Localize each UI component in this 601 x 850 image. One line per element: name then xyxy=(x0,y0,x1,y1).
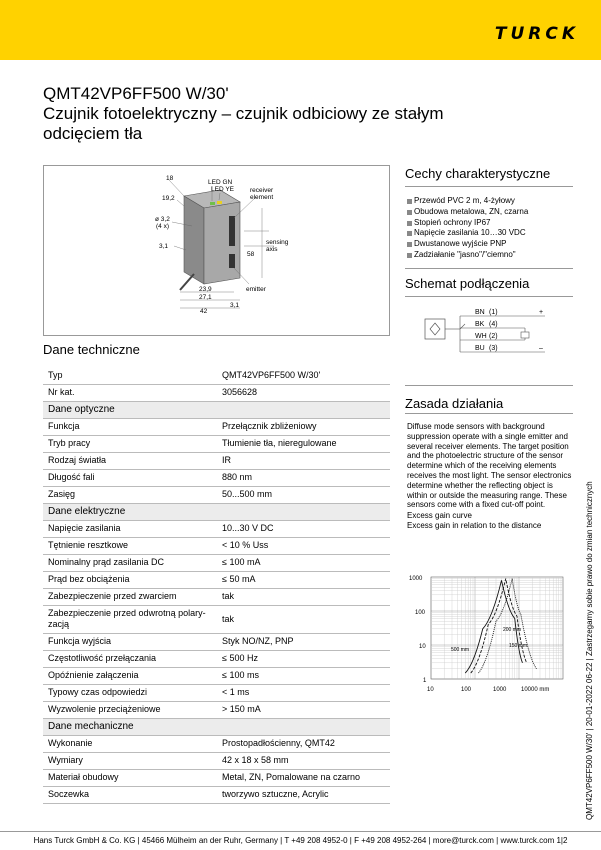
spec-label: Częstotliwość przełączania xyxy=(43,650,217,667)
spec-category-row xyxy=(43,718,390,735)
title-line-3: odcięciem tła xyxy=(43,124,143,143)
dim-18: 18 xyxy=(166,175,174,182)
spec-row xyxy=(43,786,390,803)
spec-value: Przełącznik zbliżeniowy xyxy=(217,418,390,435)
spec-category-label: Dane mechaniczne xyxy=(43,718,390,735)
wire-wh: WH xyxy=(475,333,487,340)
spec-row xyxy=(43,418,390,435)
label-receiver: receiver xyxy=(250,187,274,194)
spec-category-row xyxy=(43,401,390,418)
zasada-heading: Zasada działania xyxy=(405,396,504,411)
spec-label: Tryb pracy xyxy=(43,435,217,452)
wire-wh-num: (2) xyxy=(489,333,498,340)
spec-category-row xyxy=(43,503,390,520)
spec-label: Funkcja wyjścia xyxy=(43,633,217,650)
spec-label: Soczewka xyxy=(43,786,217,803)
zasada-description: Diffuse mode sensors with background suppression operate with a single emitter and several receiver elements. The target position and the photoelectric structure of the sensor determine which of the receiving elements receives the most light. The sensor electronics determine whether the reflecting object is within or outside the measuring range. These sensors come with a fixed cut-off point. xyxy=(407,422,572,510)
spec-value: Styk NO/NZ, PNP xyxy=(217,633,390,650)
spec-label: Wykonanie xyxy=(43,735,217,752)
divider xyxy=(405,413,573,414)
led-green xyxy=(210,202,215,205)
chart-frame xyxy=(431,577,563,679)
spec-row xyxy=(43,667,390,684)
feature-item: Obudowa metalowa, ZN, czarna xyxy=(407,207,528,218)
series-line-500mm xyxy=(478,579,536,673)
minus-sign: – xyxy=(539,345,543,352)
feature-item: Zadziałanie "jasno"/"ciemno" xyxy=(407,250,528,261)
annotation-150mm: 150 mm xyxy=(509,643,528,649)
spec-label: Materiał obudowy xyxy=(43,769,217,786)
spec-row xyxy=(43,684,390,701)
spec-value: < 1 ms xyxy=(217,684,390,701)
spec-value: 42 x 18 x 58 mm xyxy=(217,752,390,769)
x-tick-10: 10 xyxy=(427,687,434,693)
dim-19-2: 19,2 xyxy=(162,195,175,202)
cable xyxy=(180,274,194,290)
spec-row xyxy=(43,486,390,503)
product-title xyxy=(43,84,563,144)
dim-3-1b: 3,1 xyxy=(230,302,240,309)
spec-label: Nr kat. xyxy=(43,384,217,401)
spec-row xyxy=(43,435,390,452)
spec-row xyxy=(43,701,390,718)
spec-row xyxy=(43,735,390,752)
wire-bu-num: (3) xyxy=(489,345,498,352)
wire-bu: BU xyxy=(475,345,485,352)
spec-row xyxy=(43,633,390,650)
dim-phi: ø 3,2 xyxy=(155,216,170,223)
annotation-200mm: 200 mm xyxy=(503,627,522,633)
title-line-2: Czujnik fotoelektryczny – czujnik odbiciowy ze stałym xyxy=(43,104,444,123)
spec-value: 10...30 V DC xyxy=(217,520,390,537)
spec-value: ≤ 500 Hz xyxy=(217,650,390,667)
y-tick-1000: 1000 xyxy=(409,576,423,582)
spec-row xyxy=(43,605,390,633)
turck-logo: TURCK xyxy=(494,24,579,44)
excess-gain-distance-label: Excess gain in relation to the distance xyxy=(407,521,542,530)
y-tick-100: 100 xyxy=(415,610,426,616)
spec-value: Metal, ZN, Pomalowane na czarno xyxy=(217,769,390,786)
dim-42: 42 xyxy=(200,308,208,315)
chart-series xyxy=(465,579,536,673)
x-tick-100: 100 xyxy=(461,687,472,693)
spec-label: Nominalny prąd zasilania DC xyxy=(43,554,217,571)
spec-label: Prąd bez obciążenia xyxy=(43,571,217,588)
spec-value: 3056628 xyxy=(217,384,390,401)
spec-label: Wymiary xyxy=(43,752,217,769)
wire-bk-num: (4) xyxy=(489,321,498,328)
feature-item: Stopień ochrony IP67 xyxy=(407,218,528,229)
spec-value: ≤ 100 ms xyxy=(217,667,390,684)
spec-value: 880 nm xyxy=(217,469,390,486)
spec-label: Funkcja xyxy=(43,418,217,435)
spec-label: Wyzwolenie przeciążeniowe xyxy=(43,701,217,718)
spec-value: 50...500 mm xyxy=(217,486,390,503)
spec-label: Zabezpieczenie przed zwarciem xyxy=(43,588,217,605)
label-led-ye: LED YE xyxy=(211,186,235,193)
x-unit-label: 10000 mm xyxy=(521,687,550,693)
label-element: element xyxy=(250,194,274,201)
spec-row xyxy=(43,452,390,469)
spec-label: Napięcie zasilania xyxy=(43,520,217,537)
spec-value: < 10 % Uss xyxy=(217,537,390,554)
footer-text: Hans Turck GmbH & Co. KG | 45466 Mülheim an der Ruhr, Germany | T +49 208 4952-0 | F +49 208 4952-264 | more@turck.com | www.turck.com 1|2 xyxy=(33,836,568,845)
dim-27-1: 27,1 xyxy=(199,294,212,301)
spec-row xyxy=(43,650,390,667)
spec-row xyxy=(43,469,390,486)
spec-row xyxy=(43,384,390,401)
plus-sign: + xyxy=(539,309,544,316)
spec-value: tak xyxy=(217,588,390,605)
dim-4x: (4 x) xyxy=(156,223,169,230)
y-tick-1: 1 xyxy=(423,678,427,684)
schemat-heading: Schemat podłączenia xyxy=(405,276,530,291)
feature-item: Przewód PVC 2 m, 4-żyłowy xyxy=(407,196,528,207)
spec-value: > 150 mA xyxy=(217,701,390,718)
feature-list xyxy=(407,196,528,261)
feature-item: Napięcie zasilania 10…30 VDC xyxy=(407,228,528,239)
spec-row xyxy=(43,752,390,769)
label-axis: axis xyxy=(266,246,278,253)
divider xyxy=(405,268,573,269)
x-tick-1000: 1000 xyxy=(493,687,507,693)
excess-gain-chart xyxy=(405,567,573,697)
dane-techniczne-heading: Dane techniczne xyxy=(43,342,140,357)
spec-row xyxy=(43,588,390,605)
spec-value: tworzywo sztuczne, Acrylic xyxy=(217,786,390,803)
label-led-gn: LED GN xyxy=(208,179,233,186)
footer-divider xyxy=(0,831,601,832)
spec-row xyxy=(43,571,390,588)
excess-gain-label: Excess gain curve xyxy=(407,511,472,520)
dimension-drawing xyxy=(43,165,390,336)
y-tick-10: 10 xyxy=(419,644,426,650)
spec-value: IR xyxy=(217,452,390,469)
spec-value: tak xyxy=(217,605,390,633)
emitter-lens xyxy=(229,254,235,268)
wire-bn: BN xyxy=(475,309,485,316)
label-emitter: emitter xyxy=(246,286,266,293)
side-revision-text: QMT42VP6FF500 W/30' | 20-01-2022 06-22 | Zastrzegamy sobie prawo do zmian technicznych xyxy=(585,481,594,820)
spec-category-label: Dane optyczne xyxy=(43,401,390,418)
divider xyxy=(405,385,573,386)
lens xyxy=(229,216,235,246)
spec-label: Rodzaj światła xyxy=(43,452,217,469)
spec-label: Opóźnienie załączenia xyxy=(43,667,217,684)
spec-label: Zasięg xyxy=(43,486,217,503)
cechy-heading: Cechy charakterystyczne xyxy=(405,166,551,181)
wire-bk: BK xyxy=(475,321,485,328)
spec-label: Typowy czas odpowiedzi xyxy=(43,684,217,701)
divider xyxy=(405,296,573,297)
spec-value: QMT42VP6FF500 W/30' xyxy=(217,367,390,384)
dim-58: 58 xyxy=(247,251,255,258)
spec-label: Długość fali xyxy=(43,469,217,486)
wire-bn-num: (1) xyxy=(489,309,498,316)
spec-value: Tłumienie tła, nieregulowane xyxy=(217,435,390,452)
spec-label: Tętnienie resztkowe xyxy=(43,537,217,554)
dim-23-9: 23,9 xyxy=(199,286,212,293)
spec-row xyxy=(43,554,390,571)
spec-row xyxy=(43,520,390,537)
spec-label: Zabezpieczenie przed odwrotną polary- zacją xyxy=(43,605,217,633)
title-line-1: QMT42VP6FF500 W/30' xyxy=(43,84,229,103)
load-symbol xyxy=(521,332,529,338)
spec-row xyxy=(43,769,390,786)
spec-label: Typ xyxy=(43,367,217,384)
label-sensing: sensing xyxy=(266,239,289,246)
chart-grid xyxy=(431,577,563,679)
annotation-500mm: 500 mm xyxy=(451,647,470,653)
sensor-symbol-icon xyxy=(430,323,440,335)
spec-value: ≤ 100 mA xyxy=(217,554,390,571)
spec-row xyxy=(43,537,390,554)
spec-value: ≤ 50 mA xyxy=(217,571,390,588)
led-yellow xyxy=(217,201,222,204)
dim-3-1a: 3,1 xyxy=(159,243,169,250)
header-bar xyxy=(0,0,601,60)
divider xyxy=(405,186,573,187)
wiring-diagram xyxy=(405,306,573,368)
spec-table xyxy=(43,367,390,804)
spec-row xyxy=(43,367,390,384)
feature-item: Dwustanowe wyjście PNP xyxy=(407,239,528,250)
spec-category-label: Dane elektryczne xyxy=(43,503,390,520)
spec-value: Prostopadłościenny, QMT42 xyxy=(217,735,390,752)
housing-left xyxy=(184,196,204,284)
